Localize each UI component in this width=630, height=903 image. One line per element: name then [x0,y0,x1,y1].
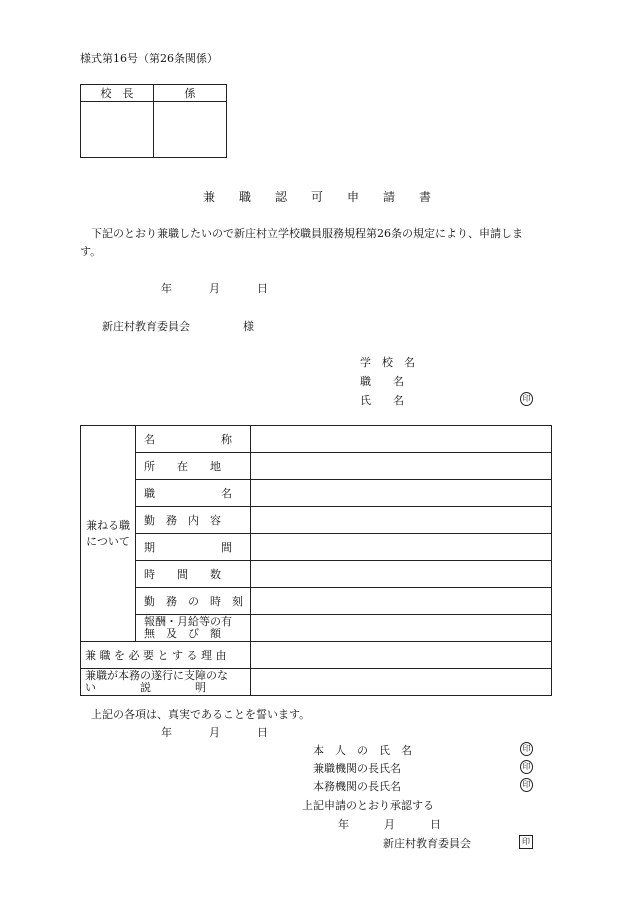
pay-label-line-1: 報酬・月給等の有 [144,615,232,628]
value-cell-pay[interactable] [251,615,552,642]
date-year: 年 [161,282,172,295]
date-day: 日 [257,282,268,295]
oath-text: 上記の各項は、真実であることを誓います。 [91,708,311,721]
board-seal-icon: 印 [519,835,533,849]
reason-label: 兼 職 を 必 要 と す る 理 由 [81,642,251,669]
staff-header: 係 [154,85,227,102]
approval-stamp-box [80,84,227,158]
concurrent-post-table [80,425,552,696]
seal-mark-icon: 印 [520,778,533,792]
oath-date-year: 年 [161,726,172,739]
no-hindrance-label-cell [81,669,251,696]
approval-date-month: 月 [384,818,395,831]
row-label: 職 名 [136,480,251,507]
applicant-school-label: 学 校 名 [360,356,415,369]
row-label: 時 間 数 [136,561,251,588]
addressee-suffix: 様 [243,320,254,333]
form-number: 様式第16号（第26条関係） [80,52,218,65]
seal-mark-icon: 印 [520,760,533,774]
self-name-label: 本 人 の 氏 名 [313,744,412,757]
principal-header: 校 長 [81,85,154,102]
addressee: 新庄村教育委員会 [102,320,190,333]
row-label: 勤 務 の 時 刻 [136,588,251,615]
oath-date-month: 月 [209,726,220,739]
row-label: 期 間 [136,534,251,561]
value-cell-reason[interactable] [251,642,552,669]
applicant-seal [520,391,533,406]
value-cell-position[interactable] [251,480,552,507]
value-cell-hours[interactable] [251,561,552,588]
staff-stamp-cell [154,102,227,158]
group-label-line-1: 兼ねる職 [86,518,130,532]
approval-text: 上記申請のとおり承認する [302,799,434,812]
value-cell-location[interactable] [251,453,552,480]
value-cell-name[interactable] [251,426,552,453]
value-cell-period[interactable] [251,534,552,561]
intro-line-2: す。 [80,245,102,258]
pay-label-line-2: 無 及 び 額 [144,627,221,640]
approval-date-day: 日 [430,818,441,831]
oath-date-day: 日 [257,726,268,739]
board-name: 新庄村教育委員会 [383,837,471,850]
no-hindrance-line-2: い 説 明 [85,681,206,694]
pay-label-cell [136,615,251,642]
document-title: 兼 職 認 可 申 請 書 [203,190,432,204]
seal-mark-icon: 印 [520,392,533,406]
value-cell-duties[interactable] [251,507,552,534]
row-label: 勤 務 内 容 [136,507,251,534]
concurrent-head-label: 兼職機関の長氏名 [313,762,401,775]
row-label: 所 在 地 [136,453,251,480]
group-label-cell [81,426,136,642]
value-cell-explanation[interactable] [251,669,552,696]
seal-mark-icon: 印 [520,742,533,756]
no-hindrance-line-1: 兼職が本務の遂行に支障のな [85,669,228,682]
intro-line-1: 下記のとおり兼職したいので新庄村立学校職員服務規程第26条の規定により、申請しま [91,227,523,240]
main-head-label: 本務機関の長氏名 [313,780,401,793]
applicant-position-label: 職 名 [360,375,404,388]
principal-stamp-cell [81,102,154,158]
date-month: 月 [209,282,220,295]
approval-date-year: 年 [338,818,349,831]
group-label-line-2: について [86,534,130,548]
row-label: 名 称 [136,426,251,453]
applicant-name-label: 氏 名 [360,394,404,407]
value-cell-time[interactable] [251,588,552,615]
